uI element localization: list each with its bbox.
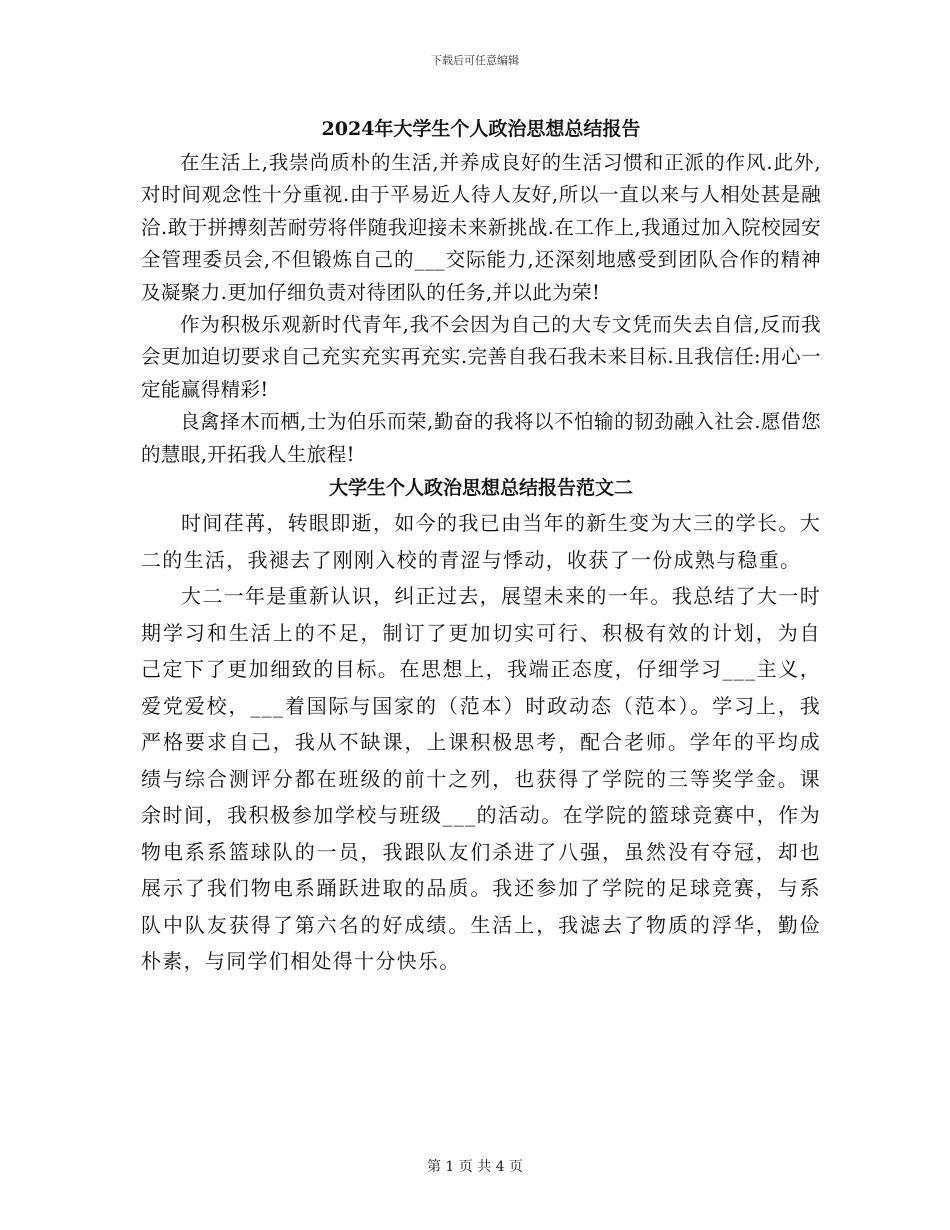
page-header: 下载后可任意编辑 [431,54,519,67]
paragraph-sophomore-year: 大二一年是重新认识，纠正过去，展望未来的一年。我总结了大一时期学习和生活上的不足，制订了更加切实可行、积极有效的计划，为自己定下了更加细致的目标。在思想上，我端正态度，仔细学习___主义，爱党爱校，___着国际与国家的（范本）时政动态（范本）。学习上，我严格要求自己，我从不缺课，上课积极思考，配合老师。学年的平均成绩与综合测评分都在班级的前十之列，也获得了学院的三等奖学金。课余时间，我积极参加学校与班级___的活动。在学院的篮球竞赛中，作为物电系系篮球队的一员，我跟队友们杀进了八强，虽然没有夺冠，却也展示了我们物电系踊跃进取的品质。我还参加了学院的足球竞赛，与系队中队友获得了第六名的好成绩。生活上，我滤去了物质的浮华，勤俭朴素，与同学们相处得十分快乐。 [141,584,821,974]
paragraph-time-passing: 时间荏苒，转眼即逝，如今的我已由当年的新生变为大三的学长。大二的生活，我褪去了刚刚入校的青涩与悸动，收获了一份成熟与稳重。 [141,511,821,572]
section-title-sample-two: 大学生个人政治思想总结报告范文二 [328,477,633,500]
paragraph-life-and-work: 在生活上,我崇尚质朴的生活,并养成良好的生活习惯和正派的作风.此外,对时间观念性十分重视.由于平易近人待人友好,所以一直以来与人相处甚是融洽.敢于拼搏刻苦耐劳将伴随我迎接未来新挑战.在工作上,我通过加入院校园安全管理委员会,不但锻炼自己的___交际能力,还深刻地感受到团队合作的精神及凝聚力.更加仔细负责对待团队的任务,并以此为荣! [141,151,821,304]
document-title: 2024年大学生个人政治思想总结报告 [321,118,641,140]
paragraph-closing: 良禽择木而栖,士为伯乐而荣,勤奋的我将以不怕输的韧劲融入社会.愿借您的慧眼,开拓我人生旅程! [141,410,821,466]
paragraph-confidence: 作为积极乐观新时代青年,我不会因为自己的大专文凭而失去自信,反而我会更加迫切要求自己充实充实再充实.完善自我石我未来目标.且我信任:用心一定能赢得精彩! [141,313,821,401]
document-body [141,111,821,980]
page-number: 第 1 页 共 4 页 [426,1159,524,1175]
